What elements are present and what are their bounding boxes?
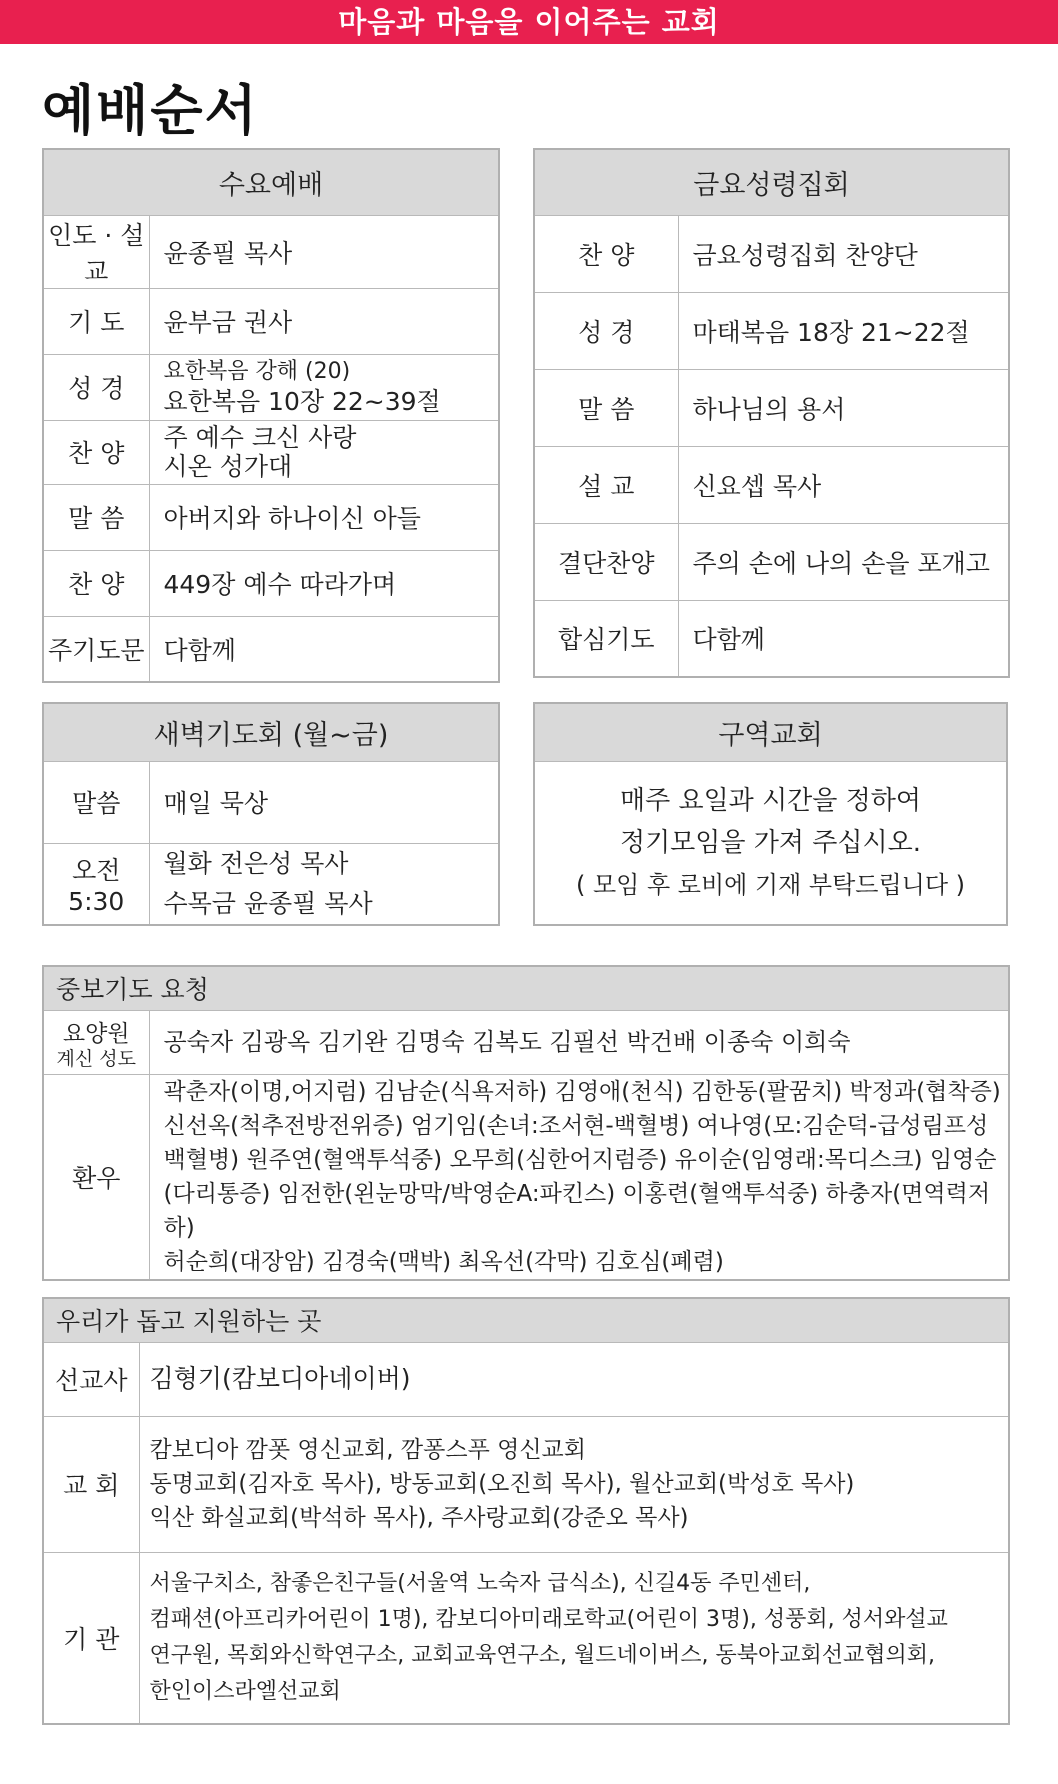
wed-label-hymn2: 찬 양 bbox=[43, 550, 149, 616]
wed-hymn-line-2: 시온 성가대 bbox=[163, 452, 293, 481]
support-heading: 우리가 돕고 지원하는 곳 bbox=[43, 1298, 1009, 1342]
fri-label-prayer: 합심기도 bbox=[534, 600, 678, 677]
dawn-label-word: 말씀 bbox=[43, 761, 149, 843]
support-value-churches bbox=[139, 1416, 1009, 1552]
patients-line-4: (다리통증) 임전한(왼눈망막/박영순A:파킨스) 이홍련(혈액투석중) 하충자(면역력저하) bbox=[163, 1180, 991, 1241]
dawn-leader-line-2: 수목금 윤종필 목사 bbox=[163, 888, 373, 918]
wed-value-leader: 윤종필 목사 bbox=[149, 215, 499, 288]
fri-value-hymn: 금요성령집회 찬양단 bbox=[678, 215, 1009, 292]
fri-label-preacher: 설 교 bbox=[534, 446, 678, 523]
wed-value-hymn2: 449장 예수 따라가며 bbox=[149, 550, 499, 616]
wed-value-prayer: 윤부금 권사 bbox=[149, 288, 499, 354]
support-table bbox=[42, 1297, 1010, 1725]
patients-line-1: 곽춘자(이명,어지럼) 김남순(식욕저하) 김영애(천식) 김한동(팔꿈치) 박정과(협착증) bbox=[163, 1078, 1001, 1105]
support-label-churches: 교 회 bbox=[43, 1416, 139, 1552]
dawn-prayer-table bbox=[42, 702, 500, 926]
wed-value-lords-prayer: 다함께 bbox=[149, 616, 499, 682]
wed-label-prayer: 기 도 bbox=[43, 288, 149, 354]
wed-label-sermon: 말 씀 bbox=[43, 484, 149, 550]
prayer-label-patients: 환우 bbox=[43, 1074, 149, 1280]
page-title: 예배순서 bbox=[42, 79, 259, 142]
institutions-line-4: 한인이스라엘선교회 bbox=[149, 1678, 341, 1704]
dawn-heading: 새벽기도회 (월~금) bbox=[43, 703, 499, 761]
fri-label-decision: 결단찬양 bbox=[534, 523, 678, 600]
support-value-missionary: 김형기(캄보디아네이버) bbox=[139, 1342, 1009, 1416]
prayer-label-nursing bbox=[43, 1010, 149, 1074]
fri-value-sermon: 하나님의 용서 bbox=[678, 369, 1009, 446]
wed-value-scripture bbox=[149, 354, 499, 420]
prayer-request-table bbox=[42, 965, 1010, 1281]
prayer-nursing-value: 공숙자 김광옥 김기완 김명숙 김복도 김필선 박건배 이종숙 이희숙 bbox=[149, 1010, 1009, 1074]
wed-label-scripture: 성 경 bbox=[43, 354, 149, 420]
header-banner: 마음과 마음을 이어주는 교회 bbox=[0, 0, 1058, 44]
district-body bbox=[534, 761, 1007, 925]
wed-label-leader: 인도 · 설교 bbox=[43, 215, 149, 288]
prayer-patients-value bbox=[149, 1074, 1009, 1280]
wed-hymn-line-1: 주 예수 크신 사랑 bbox=[163, 423, 357, 452]
dawn-leader-line-1: 월화 전은성 목사 bbox=[163, 848, 349, 878]
prayer-nursing-label: 요양원 bbox=[62, 1020, 130, 1047]
district-line-2: 정기모임을 가져 주십시오. bbox=[619, 827, 922, 858]
fri-value-preacher: 신요셉 목사 bbox=[678, 446, 1009, 523]
support-label-institutions: 기 관 bbox=[43, 1552, 139, 1724]
institutions-line-1: 서울구치소, 참좋은친구들(서울역 노숙자 급식소), 신길4동 주민센터, bbox=[149, 1570, 811, 1596]
churches-line-1: 캄보디아 깜폿 영신교회, 깜퐁스푸 영신교회 bbox=[149, 1437, 586, 1463]
friday-service-table bbox=[533, 148, 1010, 678]
churches-line-2: 동명교회(김자호 목사), 방동교회(오진희 목사), 월산교회(박성호 목사) bbox=[149, 1471, 855, 1497]
patients-line-3: 백혈병) 원주연(혈액투석중) 오무희(심한어지럼증) 유이순(임영래:목디스크) 임영순 bbox=[163, 1146, 997, 1173]
prayer-heading: 중보기도 요청 bbox=[43, 966, 1009, 1010]
patients-line-5: 허순희(대장암) 김경숙(맥박) 최옥선(각막) 김호심(폐렴) bbox=[163, 1248, 724, 1275]
wednesday-service-table bbox=[42, 148, 500, 683]
fri-label-scripture: 성 경 bbox=[534, 292, 678, 369]
dawn-label-time: 오전 5:30 bbox=[43, 843, 149, 925]
institutions-line-2: 컴패션(아프리카어린이 1명), 캄보디아미래로학교(어린이 3명), 성풍회, 성서와설교 bbox=[149, 1606, 948, 1632]
prayer-nursing-sublabel: 계신 성도 bbox=[56, 1047, 136, 1070]
fri-value-decision: 주의 손에 나의 손을 포개고 bbox=[678, 523, 1009, 600]
dawn-value-word: 매일 묵상 bbox=[149, 761, 499, 843]
wed-label-hymn: 찬 양 bbox=[43, 420, 149, 484]
wed-scripture-line-2: 요한복음 10장 22~39절 bbox=[163, 387, 441, 416]
wed-label-lords-prayer: 주기도문 bbox=[43, 616, 149, 682]
district-church-table bbox=[533, 702, 1008, 926]
wed-scripture-line-1: 요한복음 강해 (20) bbox=[163, 359, 351, 384]
dawn-value-leaders bbox=[149, 843, 499, 925]
patients-line-2: 신선옥(척추전방전위증) 엄기임(손녀:조서현-백혈병) 여나영(모:김순덕-급성림프성 bbox=[163, 1112, 989, 1139]
district-heading: 구역교회 bbox=[534, 703, 1007, 761]
institutions-line-3: 연구원, 목회와신학연구소, 교회교육연구소, 월드네이버스, 동북아교회선교협의회, bbox=[149, 1642, 936, 1668]
fri-label-sermon: 말 씀 bbox=[534, 369, 678, 446]
wednesday-heading: 수요예배 bbox=[43, 149, 499, 215]
fri-value-prayer: 다함께 bbox=[678, 600, 1009, 677]
support-value-institutions bbox=[139, 1552, 1009, 1724]
fri-value-scripture: 마태복음 18장 21~22절 bbox=[678, 292, 1009, 369]
wed-value-hymn bbox=[149, 420, 499, 484]
fri-label-hymn: 찬 양 bbox=[534, 215, 678, 292]
district-line-1: 매주 요일과 시간을 정하여 bbox=[619, 785, 922, 816]
friday-heading: 금요성령집회 bbox=[534, 149, 1009, 215]
wed-value-sermon: 아버지와 하나이신 아들 bbox=[149, 484, 499, 550]
support-label-missionary: 선교사 bbox=[43, 1342, 139, 1416]
churches-line-3: 익산 화실교회(박석하 목사), 주사랑교회(강준오 목사) bbox=[149, 1505, 689, 1531]
district-line-3: ( 모임 후 로비에 기재 부탁드립니다 ) bbox=[575, 870, 966, 899]
